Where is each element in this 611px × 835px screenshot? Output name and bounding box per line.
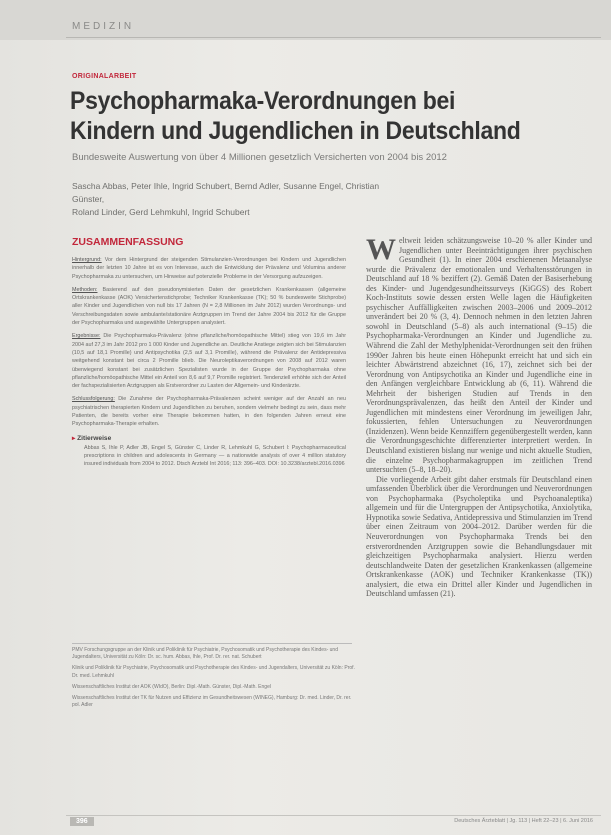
- background-lead: Hintergrund:: [72, 257, 102, 263]
- section-label: MEDIZIN: [72, 21, 135, 32]
- body-paragraph-2: Die vorliegende Arbeit gibt daher erstmals für Deutschland einen umfassenden Überblick über die Verordnungen und Neuverordnungen von Psychopharmaka (Psycholeptika und Psychoanaleptika) allgemein und für die Untergruppen der Antipsychotika, Anxiolytika, Hypnotika sowie Sedativa, Antidepressiva und Stimulanzien im Trend über einen Zeitraum von 2004–2012. Darüber werden für die Neuverordnungen von Psychopharmaka Trends bei den erstverordnenden Arztgruppen sowie die Behandlungsdauer mit gleichzeitigen Psychopharmaka analysiert. Hierzu werden deutschlandweite Daten der gesetzlichen Krankenkassen (allgemeine Ortskrankenkasse (AOK) und Techniker Krankenkasse (TK)) analysiert, die etwa ein Drittel aller Kinder und Jugendlichen in Deutschland umfassen (21).: [366, 474, 592, 599]
- methods-text: Basierend auf den pseudonymisierten Daten der gesetzlichen Krankenkassen (allgemeine Ortskrankenkasse (AOK) Versichertenstichprobe; Techniker Krankenkasse (TK); 50 % bundesweite Stichprobe) aller Kinder und Jugendlichen von null bis 17 Jahren (N = 2,8 Millionen im Jahr 2012) wurden Verordnungs- und Verschreibungsdaten sowie ambulante/stationäre Arztgruppen im Trend der Jahre 2004 bis 2012 für die Gruppe der Psychopharmaka und ausgewählte Untergruppen analysiert.: [72, 286, 346, 327]
- footnote-3: Wissenschaftliches Institut der AOK (WIdO), Berlin: Dipl.-Math. Günster, Dipl.-Math. Engel: [72, 683, 271, 690]
- drop-cap: W: [366, 233, 396, 266]
- citation-text: Abbas S, Ihle P, Adler JB, Engel S, Günster C, Linder R, Lehmkuhl G, Schubert I: Psychopharmaceutical prescriptions in children and adolescents in Germany — a nationwide analysis of over 4 million statutory insured individuals from 2004 to 2012. Dtsch Arztebl Int 2016; 113: 396–403. DOI: 10.3238/arztebl.2016.0396: [84, 444, 346, 468]
- author-list: [72, 180, 412, 219]
- footnote-1: PMV Forschungsgruppe an der Klinik und Poliklinik für Psychiatrie, Psychosomatik und Psychotherapie des Kindes- und Jugendalters, Universität zu Köln: Dr. sc. hum. Abbas, Ihle, Prof. Dr. rer. nat. Schubert: [72, 647, 338, 661]
- article-subtitle: Bundesweite Auswertung von über 4 Millionen gesetzlich Versicherten von 2004 bis 2012: [72, 152, 447, 163]
- article-type-label: ORIGINALARBEIT: [72, 73, 137, 80]
- methods-lead: Methoden:: [72, 286, 98, 293]
- affiliation-footnotes: [72, 647, 356, 713]
- journal-reference: Deutsches Ärzteblatt | Jg. 113 | Heft 22–23 | 6. Juni 2016: [454, 818, 593, 824]
- title-line-2: Kindern und Jugendlichen in Deutschland: [70, 117, 521, 145]
- article-title: [70, 86, 548, 146]
- body-paragraph-1: [366, 233, 592, 475]
- footnote-2: Klinik und Poliklinik für Psychiatrie, Psychosomatik und Psychotherapie des Kindes- und Jugendalters, Universität zu Köln: Prof. Dr. med. Lehmkuhl: [72, 665, 355, 679]
- page-number: 396: [70, 817, 94, 826]
- abstract-results: [72, 332, 346, 390]
- background-text: Vor dem Hintergrund der steigenden Stimulanzien-Verordnungen bei Kindern und Jugendlichen innerhalb der letzten 10 Jahre ist es von Interesse, auch die Entwicklung der Prävalenz und Volumina anderer Psychopharmaka zu untersuchen, um Hinweise auf potenzielle Probleme in der Versorgung aufzuzeigen.: [72, 257, 346, 280]
- results-lead: Ergebnisse:: [72, 333, 101, 340]
- header-divider: [66, 37, 601, 38]
- abstract-column: [72, 236, 346, 469]
- abstract-conclusion: [72, 395, 346, 428]
- triangle-right-icon: ▸: [72, 434, 76, 442]
- conclusion-lead: Schlussfolgerung:: [72, 396, 115, 403]
- citation-heading-text: Zitierweise: [77, 434, 112, 442]
- results-text: Die Psychopharmaka-Prävalenz (ohne pflanzliche/homöopathische Mittel) stieg von 19,6 im Jahr 2004 auf 27,3 im Jahr 2012 pro 1 000 Kinder und Jugendliche an. Deutliche Anstiege zeigten sich bei Stimulanzien (10,5 auf 18,1 Promille) und Antipsychotika (2,5 auf 3,1 Promille), während die Prävalenz der Antidepressiva weitgehend konstant bei circa 2 Promille blieb. Die Neuroleptikaverordnungen von 2008 auf 2012 waren überwiegend konstant bei zusätzlichen Spezialisten wurde in der Gruppe der Psychopharmaka ohne pflanzliche/homöopathische Mittel ein Anteil von 8,6 auf 9,7 Promille registriert. Tendenziell erhöhte sich der Anteil der fachspezialisierten Arztgruppen als Erstverordner zu Lasten der Allgemein- und Kinderärzte.: [72, 333, 347, 390]
- conclusion-text: Die Zunahme der Psychopharmaka-Prävalenzen scheint weniger auf der Anzahl an neu psychiatrischen therapierten Kindern und Jugendlichen zu beruhen, sondern vielmehr bedingt zu sein, dass mehr Patienten, die bereits vorher eine Therapie bekommen hatten, in den folgenden Jahren erneut eine Psychopharmaka-Therapie erhalten.: [72, 396, 346, 428]
- title-line-1: Psychopharmaka-Verordnungen bei: [70, 87, 456, 115]
- footer-divider: [66, 815, 601, 816]
- citation-heading: [72, 434, 346, 442]
- authors-line-2: Roland Linder, Gerd Lehmkuhl, Ingrid Schubert: [72, 207, 250, 217]
- body-paragraph-1-text: eltweit leiden schätzungsweise 10–20 % aller Kinder und Jugendlichen unter Beeinträchtigungen ihrer psychischen Gesundheit (1). In einer 2004 erschienenen Metaanalyse wurde die Prävalenz der emotionalen und Verhaltensstörungen in Deutschland auf 18 % beziffert (2). Gemäß Daten der Basiserhebung des Kinder- und Jugendgesundheitssurveys (KiGGS) des Robert Koch-Instituts sowie dessen ersten Welle lagen die Häufigkeiten psychischer Auffälligkeiten zwischen 2003–2006 und 2009–2012 unverändert bei 20 % (3, 4). Dennoch nehmen in den letzten Jahren sowohl in Deutschland (5–8) als auch international (9–15) die Psychopharmaka-Verordnungen an Kinder und Jugendliche zu. Während die Zahl der Methylphenidat-Verordnungen seit den frühen 1990er Jahren bis heute einen Höhepunkt erreicht hat und sich ein leichter Abwärtstrend abzeichnet (16, 17), zeichnet sich bei der Verordnung von Antipsychotika an Kinder und Jugendliche eine in den Anfängen vergleichbare Entwicklung ab (6, 11). Während die Mehrheit der bisherigen Studien auf Trends in den Verordnungsprävalenzen, das heißt den Anteil der Kinder und Jugendlichen mit mindestens einer Verordnung im jeweiligen Jahr, fokussierten, fehlen Untersuchungen zu Neuverordnungen (Inzidenzen). Wenn beide Kennziffern gegenübergestellt werden, kann die Verordnungsgeschichte differenzierter interpretiert werden. In Deutschland existieren bislang nur wenige und nicht aktuelle Studien, die einzelne Psychopharmakagruppen im zeitlichen Trend untersuchten (5–8, 18–20).: [366, 236, 592, 475]
- footnote-4: Wissenschaftliches Institut der TK für Nutzen und Effizienz im Gesundheitswesen (WINEG), Hamburg: Dr. med. Linder, Dr. rer. pol. Adler: [72, 695, 352, 709]
- footnote-divider: [72, 643, 352, 644]
- abstract-heading: ZUSAMMENFASSUNG: [72, 236, 184, 248]
- header-band: [0, 0, 611, 40]
- abstract-background: [72, 256, 346, 281]
- abstract-methods: [72, 286, 346, 327]
- citation-block: [72, 434, 346, 469]
- body-text-column: [366, 233, 592, 599]
- authors-line-1: Sascha Abbas, Peter Ihle, Ingrid Schubert, Bernd Adler, Susanne Engel, Christian Günster,: [72, 181, 380, 204]
